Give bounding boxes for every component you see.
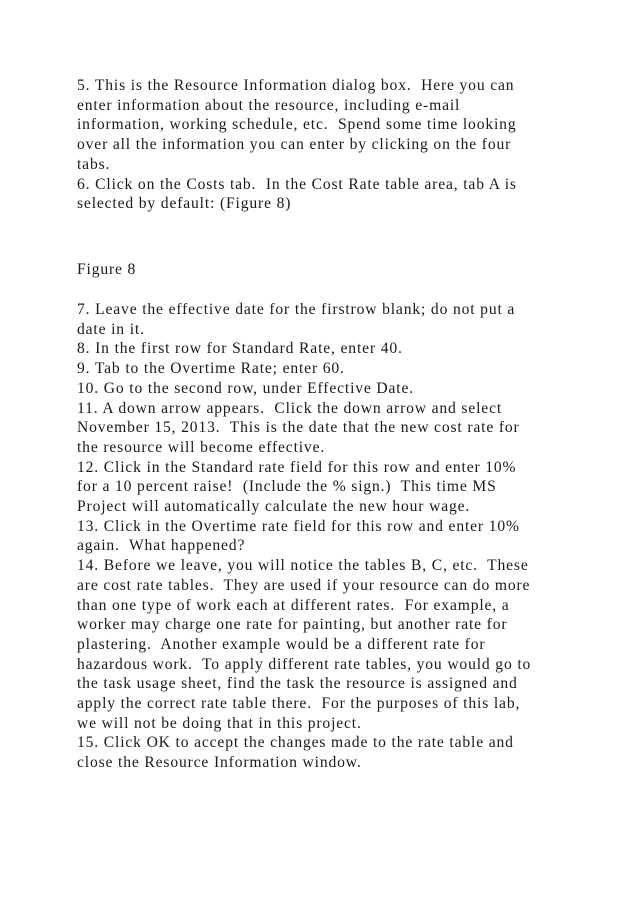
- instructions-steps-5-6: 5. This is the Resource Information dialog box. Here you can enter information about the resource, including e-mail information, working schedule, etc. Spend some time looking over all the information you can enter by clicking on the four tabs. 6. Click on the Costs tab. In the Cost Rate table area, tab A is selected by default: (Figure 8): [77, 77, 517, 213]
- figure-caption: Figure 8: [77, 261, 137, 278]
- instructions-steps-7-15: 7. Leave the effective date for the firstrow blank; do not put a date in it. 8. In the first row for Standard Rate, enter 40. 9. Tab to the Overtime Rate; enter 60. 10. Go to the second row, under Effective Date. 11. A down arrow appears. Click the down arrow and select November 15, 2013. This is the date that the new cost rate for the resource will become effective. 12. Click in the Standard rate field for this row and enter 10% for a 10 percent raise! (Include the % sign.) This time MS Project will automatically calculate the new hour wage. 13. Click in the Overtime rate field for this row and enter 10% again. What happened? 14. Before we leave, you will notice the tables B, C, etc. These are cost rate tables. They are used if your resource can do more than one type of work each at different rates. For example, a worker may charge one rate for painting, but another rate for plastering. Another example would be a different rate for hazardous work. To apply different rate tables, you would go to the task usage sheet, find the task the resource is assigned and apply the correct rate table there. For the purposes of this lab, we will not be doing that in this project. 15. Click OK to accept the changes made to the rate table and close the Resource Information window.: [77, 301, 532, 772]
